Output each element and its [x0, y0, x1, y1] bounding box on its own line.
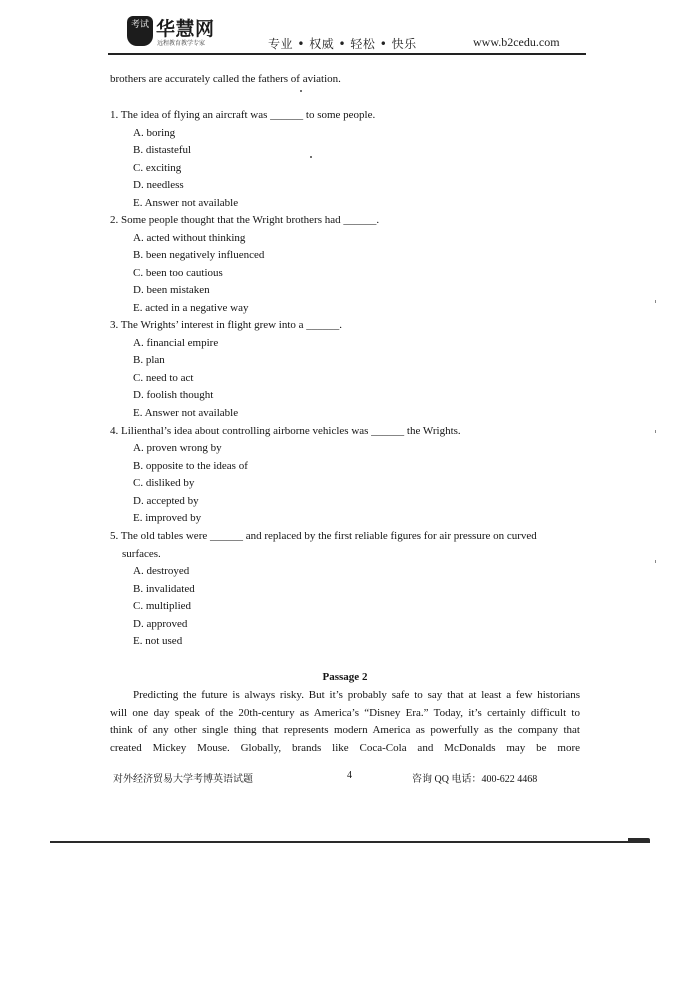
header-divider — [108, 53, 586, 55]
question-2-option-e: E. acted in a negative way — [133, 302, 249, 314]
question-5-option-a: A. destroyed — [133, 565, 190, 577]
question-4-option-d: D. accepted by — [133, 495, 199, 507]
bottom-divider-end — [628, 838, 650, 843]
intro-line: brothers are accurately called the fathers of aviation. — [110, 73, 341, 85]
passage-2-title: Passage 2 — [322, 671, 368, 683]
question-5-stem: 5. The old tables were ______ and replaced by the first reliable figures for air pressure on curved — [110, 530, 537, 542]
footer-page-number: 4 — [347, 770, 352, 781]
logo-subtitle: 远程教育教学专家 — [157, 40, 206, 47]
question-5-option-b: B. invalidated — [133, 583, 195, 595]
question-3-option-a: A. financial empire — [133, 337, 219, 349]
question-1-option-b: B. distasteful — [133, 144, 192, 156]
scan-speck — [655, 300, 656, 303]
question-4-stem: 4. Lilienthal’s idea about controlling airborne vehicles was ______ the Wrights. — [110, 425, 461, 437]
question-1-option-d: D. needless — [133, 179, 184, 191]
question-1-stem: 1. The idea of flying an aircraft was ______ to some people. — [110, 109, 376, 121]
scan-speck — [310, 156, 312, 158]
question-3-option-b: B. plan — [133, 354, 165, 366]
passage-2-line-3: think of any other single thing that represents modern America as powerfully as the company that — [110, 724, 580, 736]
logo-badge: 考试 — [127, 16, 153, 46]
question-5-stem-continuation: surfaces. — [122, 548, 161, 560]
header-website: www.b2cedu.com — [473, 35, 560, 49]
question-2-option-b: B. been negatively influenced — [133, 249, 265, 261]
question-1-option-c: C. exciting — [133, 162, 182, 174]
passage-2-line-4: created Mickey Mouse. Globally, brands like Coca-Cola and McDonalds may be more — [110, 742, 580, 754]
bottom-divider — [50, 841, 650, 843]
footer-exam-title: 对外经济贸易大学考博英语试题 — [113, 774, 253, 785]
question-2-option-a: A. acted without thinking — [133, 232, 246, 244]
footer-contact: 咨询 QQ 电话：400-622 4468 — [412, 774, 538, 785]
question-4-option-a: A. proven wrong by — [133, 442, 222, 454]
scan-speck — [655, 560, 656, 563]
question-4-option-c: C. disliked by — [133, 477, 195, 489]
question-5-option-c: C. multiplied — [133, 600, 192, 612]
question-5-option-d: D. approved — [133, 618, 188, 630]
question-3-option-c: C. need to act — [133, 372, 194, 384]
passage-2-line-1: Predicting the future is always risky. But it’s probably safe to say that at least a few historians — [133, 689, 580, 701]
question-1-option-e: E. Answer not available — [133, 197, 239, 209]
passage-2-line-2: will one day speak of the 20th-century as America’s “Disney Era.” Today, it’s certainly difficult to — [110, 707, 580, 719]
question-2-option-c: C. been too cautious — [133, 267, 223, 279]
question-3-option-d: D. foolish thought — [133, 389, 214, 401]
question-4-option-e: E. improved by — [133, 512, 202, 524]
question-3-option-e: E. Answer not available — [133, 407, 239, 419]
scan-speck — [300, 90, 302, 92]
scan-speck — [655, 430, 656, 433]
question-2-option-d: D. been mistaken — [133, 284, 210, 296]
page-header — [0, 0, 700, 52]
question-5-option-e: E. not used — [133, 635, 183, 647]
question-4-option-b: B. opposite to the ideas of — [133, 460, 248, 472]
question-3-stem: 3. The Wrights’ interest in flight grew into a ______. — [110, 319, 343, 331]
logo-title: 华慧网 — [156, 18, 215, 40]
question-2-stem: 2. Some people thought that the Wright brothers had ______. — [110, 214, 380, 226]
header-slogan: 专业 • 权威 • 轻松 • 快乐 — [268, 37, 417, 51]
question-1-option-a: A. boring — [133, 127, 176, 139]
